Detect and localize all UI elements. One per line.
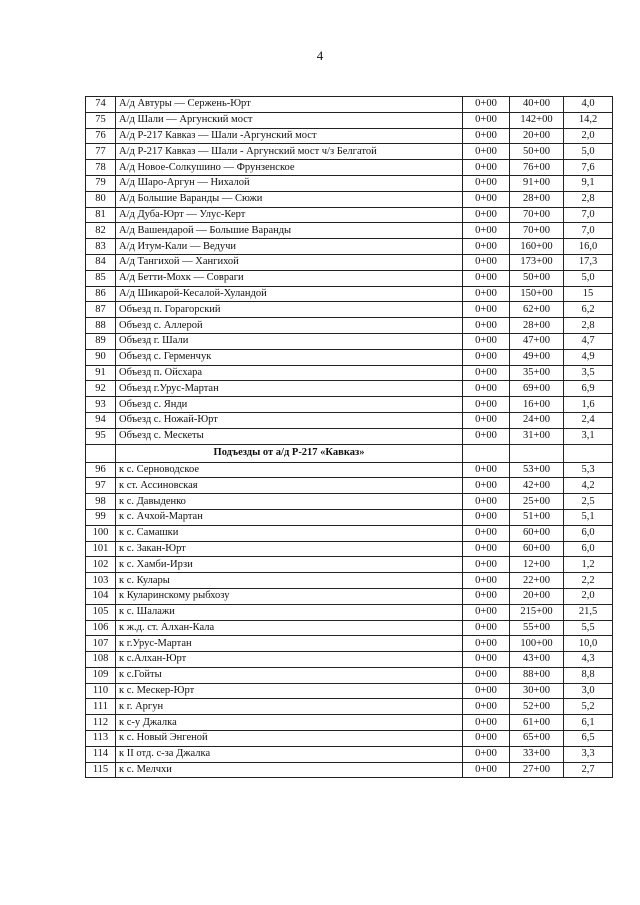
row-number: 105 (86, 604, 116, 620)
length-km: 3,3 (564, 746, 613, 762)
end-km: 65+00 (510, 731, 564, 747)
road-name: к с. Кулары (116, 573, 463, 589)
row-number: 97 (86, 478, 116, 494)
row-number: 91 (86, 365, 116, 381)
length-km: 5,0 (564, 270, 613, 286)
road-name: к с.Алхан-Юрт (116, 652, 463, 668)
table-row (86, 191, 613, 207)
length-km: 3,1 (564, 428, 613, 444)
road-name: А/д Шали — Аргунский мост (116, 112, 463, 128)
row-number: 103 (86, 573, 116, 589)
road-name: Объезд с. Герменчук (116, 349, 463, 365)
row-number: 83 (86, 239, 116, 255)
table-row (86, 636, 613, 652)
start-km: 0+00 (463, 397, 510, 413)
start-km: 0+00 (463, 462, 510, 478)
start-km: 0+00 (463, 588, 510, 604)
length-km: 6,2 (564, 302, 613, 318)
start-km: 0+00 (463, 428, 510, 444)
table-row (86, 525, 613, 541)
road-name: А/д Итум-Кали — Ведучи (116, 239, 463, 255)
table-row (86, 97, 613, 113)
table-row (86, 604, 613, 620)
row-number: 101 (86, 541, 116, 557)
row-number: 104 (86, 588, 116, 604)
row-number: 114 (86, 746, 116, 762)
length-km: 2,5 (564, 494, 613, 510)
row-number: 96 (86, 462, 116, 478)
road-name: к с. Мескер-Юрт (116, 683, 463, 699)
row-number: 93 (86, 397, 116, 413)
length-km: 4,2 (564, 478, 613, 494)
table-row (86, 302, 613, 318)
row-number: 113 (86, 731, 116, 747)
length-km: 10,0 (564, 636, 613, 652)
row-number: 110 (86, 683, 116, 699)
row-number: 94 (86, 412, 116, 428)
road-name: к с-у Джалка (116, 715, 463, 731)
row-number: 79 (86, 175, 116, 191)
end-km: 69+00 (510, 381, 564, 397)
road-name: к с.Гойты (116, 667, 463, 683)
start-km: 0+00 (463, 731, 510, 747)
road-name: А/д Вашендарой — Большие Варанды (116, 223, 463, 239)
end-km: 51+00 (510, 509, 564, 525)
length-km: 16,0 (564, 239, 613, 255)
start-km: 0+00 (463, 128, 510, 144)
end-km: 91+00 (510, 175, 564, 191)
row-number: 115 (86, 762, 116, 778)
end-km: 27+00 (510, 762, 564, 778)
table-row (86, 573, 613, 589)
row-number: 85 (86, 270, 116, 286)
table-row (86, 223, 613, 239)
table-row (86, 494, 613, 510)
start-km: 0+00 (463, 652, 510, 668)
table-row (86, 128, 613, 144)
table-row (86, 207, 613, 223)
end-km: 12+00 (510, 557, 564, 573)
end-km: 70+00 (510, 207, 564, 223)
end-km: 88+00 (510, 667, 564, 683)
road-name: Объезд п. Ойсхара (116, 365, 463, 381)
length-km: 5,1 (564, 509, 613, 525)
table-row (86, 762, 613, 778)
road-name: А/д Шаро-Аргун — Нихалой (116, 175, 463, 191)
length-km: 5,3 (564, 462, 613, 478)
length-km: 2,4 (564, 412, 613, 428)
length-km: 6,0 (564, 541, 613, 557)
start-km: 0+00 (463, 175, 510, 191)
road-name: А/д Большие Варанды — Сюжи (116, 191, 463, 207)
road-name: Объезд г. Шали (116, 333, 463, 349)
length-km: 7,6 (564, 160, 613, 176)
row-number: 82 (86, 223, 116, 239)
road-name: к с. Давыденко (116, 494, 463, 510)
road-name: к с. Мелчхи (116, 762, 463, 778)
road-name: к г.Урус-Мартан (116, 636, 463, 652)
length-km: 5,0 (564, 144, 613, 160)
end-km: 55+00 (510, 620, 564, 636)
length-km: 2,2 (564, 573, 613, 589)
table-row (86, 349, 613, 365)
start-km: 0+00 (463, 557, 510, 573)
end-km: 100+00 (510, 636, 564, 652)
start-km: 0+00 (463, 144, 510, 160)
end-km: 20+00 (510, 588, 564, 604)
row-number: 111 (86, 699, 116, 715)
road-name: к Куларинскому рыбхозу (116, 588, 463, 604)
start-km: 0+00 (463, 746, 510, 762)
start-km: 0+00 (463, 762, 510, 778)
road-name: А/д Р-217 Кавказ — Шали -Аргунский мост (116, 128, 463, 144)
table-row (86, 270, 613, 286)
length-km: 7,0 (564, 207, 613, 223)
start-km: 0+00 (463, 381, 510, 397)
table-row (86, 652, 613, 668)
end-km: 28+00 (510, 318, 564, 334)
start-km: 0+00 (463, 478, 510, 494)
length-km: 3,0 (564, 683, 613, 699)
section-end-cell (510, 444, 564, 462)
row-number: 102 (86, 557, 116, 573)
row-number: 100 (86, 525, 116, 541)
end-km: 33+00 (510, 746, 564, 762)
table-row (86, 397, 613, 413)
length-km: 5,5 (564, 620, 613, 636)
length-km: 21,5 (564, 604, 613, 620)
table-row (86, 588, 613, 604)
road-name: А/д Тангихой — Хангихой (116, 254, 463, 270)
start-km: 0+00 (463, 494, 510, 510)
roads-table-body-main (86, 97, 613, 445)
road-name: к с. Ачхой-Мартан (116, 509, 463, 525)
start-km: 0+00 (463, 333, 510, 349)
row-number: 99 (86, 509, 116, 525)
row-number: 106 (86, 620, 116, 636)
table-row (86, 731, 613, 747)
end-km: 142+00 (510, 112, 564, 128)
table-row (86, 428, 613, 444)
row-number: 76 (86, 128, 116, 144)
road-name: А/д Новое-Солкушино — Фрунзенское (116, 160, 463, 176)
end-km: 25+00 (510, 494, 564, 510)
table-row (86, 509, 613, 525)
table-row (86, 541, 613, 557)
row-number: 86 (86, 286, 116, 302)
start-km: 0+00 (463, 254, 510, 270)
row-number: 112 (86, 715, 116, 731)
row-number: 90 (86, 349, 116, 365)
end-km: 50+00 (510, 270, 564, 286)
section-start-cell (463, 444, 510, 462)
start-km: 0+00 (463, 160, 510, 176)
roads-table-body-approaches (86, 462, 613, 778)
road-name: Объезд с. Аллерой (116, 318, 463, 334)
row-number: 81 (86, 207, 116, 223)
row-number: 77 (86, 144, 116, 160)
start-km: 0+00 (463, 525, 510, 541)
start-km: 0+00 (463, 715, 510, 731)
start-km: 0+00 (463, 302, 510, 318)
table-row (86, 175, 613, 191)
road-name: А/д Дуба-Юрт — Улус-Керт (116, 207, 463, 223)
table-row (86, 557, 613, 573)
road-name: А/д Шикарой-Кесалой-Хуландой (116, 286, 463, 302)
end-km: 61+00 (510, 715, 564, 731)
end-km: 43+00 (510, 652, 564, 668)
row-number: 88 (86, 318, 116, 334)
row-number: 75 (86, 112, 116, 128)
table-row (86, 112, 613, 128)
length-km: 2,7 (564, 762, 613, 778)
row-number: 80 (86, 191, 116, 207)
section-header-row (86, 444, 613, 462)
table-row (86, 318, 613, 334)
length-km: 8,8 (564, 667, 613, 683)
table-row (86, 254, 613, 270)
length-km: 15 (564, 286, 613, 302)
end-km: 50+00 (510, 144, 564, 160)
section-num-cell (86, 444, 116, 462)
table-row (86, 365, 613, 381)
start-km: 0+00 (463, 365, 510, 381)
length-km: 4,3 (564, 652, 613, 668)
start-km: 0+00 (463, 541, 510, 557)
length-km: 4,0 (564, 97, 613, 113)
table-row (86, 381, 613, 397)
row-number: 78 (86, 160, 116, 176)
start-km: 0+00 (463, 349, 510, 365)
road-name: к ст. Ассиновская (116, 478, 463, 494)
row-number: 108 (86, 652, 116, 668)
length-km: 2,8 (564, 318, 613, 334)
start-km: 0+00 (463, 699, 510, 715)
start-km: 0+00 (463, 223, 510, 239)
roads-table (85, 96, 613, 778)
start-km: 0+00 (463, 318, 510, 334)
end-km: 42+00 (510, 478, 564, 494)
end-km: 40+00 (510, 97, 564, 113)
end-km: 70+00 (510, 223, 564, 239)
row-number: 87 (86, 302, 116, 318)
end-km: 24+00 (510, 412, 564, 428)
end-km: 28+00 (510, 191, 564, 207)
road-name: к с. Шалажи (116, 604, 463, 620)
end-km: 16+00 (510, 397, 564, 413)
road-name: к с. Серноводское (116, 462, 463, 478)
end-km: 47+00 (510, 333, 564, 349)
length-km: 2,0 (564, 128, 613, 144)
start-km: 0+00 (463, 509, 510, 525)
road-name: к с. Закан-Юрт (116, 541, 463, 557)
table-row (86, 160, 613, 176)
table-row (86, 683, 613, 699)
section-title: Подъезды от а/д Р-217 «Кавказ» (116, 444, 463, 462)
row-number: 95 (86, 428, 116, 444)
start-km: 0+00 (463, 412, 510, 428)
road-name: к II отд. с-за Джалка (116, 746, 463, 762)
end-km: 62+00 (510, 302, 564, 318)
length-km: 6,9 (564, 381, 613, 397)
end-km: 215+00 (510, 604, 564, 620)
row-number: 84 (86, 254, 116, 270)
length-km: 2,0 (564, 588, 613, 604)
start-km: 0+00 (463, 620, 510, 636)
road-name: А/д Автуры — Сержень-Юрт (116, 97, 463, 113)
road-name: к ж.д. ст. Алхан-Кала (116, 620, 463, 636)
road-name: Объезд п. Горагорский (116, 302, 463, 318)
end-km: 53+00 (510, 462, 564, 478)
end-km: 31+00 (510, 428, 564, 444)
table-row (86, 239, 613, 255)
end-km: 49+00 (510, 349, 564, 365)
end-km: 173+00 (510, 254, 564, 270)
length-km: 3,5 (564, 365, 613, 381)
table-row (86, 478, 613, 494)
table-row (86, 667, 613, 683)
start-km: 0+00 (463, 207, 510, 223)
start-km: 0+00 (463, 239, 510, 255)
section-length-cell (564, 444, 613, 462)
table-row (86, 144, 613, 160)
length-km: 4,9 (564, 349, 613, 365)
end-km: 76+00 (510, 160, 564, 176)
length-km: 17,3 (564, 254, 613, 270)
start-km: 0+00 (463, 683, 510, 699)
road-name: Объезд с. Мескеты (116, 428, 463, 444)
start-km: 0+00 (463, 112, 510, 128)
road-name: к с. Самашки (116, 525, 463, 541)
end-km: 30+00 (510, 683, 564, 699)
road-name: Объезд с. Ножай-Юрт (116, 412, 463, 428)
road-name: Объезд г.Урус-Мартан (116, 381, 463, 397)
row-number: 98 (86, 494, 116, 510)
road-name: Объезд с. Янди (116, 397, 463, 413)
page-number: 4 (316, 48, 324, 63)
table-row (86, 333, 613, 349)
length-km: 9,1 (564, 175, 613, 191)
road-name: к с. Новый Энгеной (116, 731, 463, 747)
length-km: 1,2 (564, 557, 613, 573)
end-km: 20+00 (510, 128, 564, 144)
row-number: 109 (86, 667, 116, 683)
start-km: 0+00 (463, 191, 510, 207)
length-km: 2,8 (564, 191, 613, 207)
road-name: к с. Хамби-Ирзи (116, 557, 463, 573)
start-km: 0+00 (463, 286, 510, 302)
section-header-group (86, 444, 613, 462)
length-km: 6,0 (564, 525, 613, 541)
end-km: 60+00 (510, 525, 564, 541)
start-km: 0+00 (463, 667, 510, 683)
table-row (86, 699, 613, 715)
end-km: 150+00 (510, 286, 564, 302)
table-row (86, 746, 613, 762)
row-number: 107 (86, 636, 116, 652)
length-km: 6,5 (564, 731, 613, 747)
start-km: 0+00 (463, 636, 510, 652)
length-km: 5,2 (564, 699, 613, 715)
end-km: 52+00 (510, 699, 564, 715)
table-row (86, 286, 613, 302)
road-name: А/д Бетти-Мохк — Совраги (116, 270, 463, 286)
length-km: 1,6 (564, 397, 613, 413)
row-number: 92 (86, 381, 116, 397)
table-row (86, 620, 613, 636)
end-km: 35+00 (510, 365, 564, 381)
length-km: 14,2 (564, 112, 613, 128)
start-km: 0+00 (463, 97, 510, 113)
end-km: 22+00 (510, 573, 564, 589)
end-km: 60+00 (510, 541, 564, 557)
table-row (86, 715, 613, 731)
start-km: 0+00 (463, 270, 510, 286)
length-km: 7,0 (564, 223, 613, 239)
table-row (86, 462, 613, 478)
start-km: 0+00 (463, 604, 510, 620)
road-name: А/д Р-217 Кавказ — Шали - Аргунский мост ч/з Белгатой (116, 144, 463, 160)
length-km: 4,7 (564, 333, 613, 349)
end-km: 160+00 (510, 239, 564, 255)
start-km: 0+00 (463, 573, 510, 589)
row-number: 74 (86, 97, 116, 113)
table-row (86, 412, 613, 428)
length-km: 6,1 (564, 715, 613, 731)
row-number: 89 (86, 333, 116, 349)
road-name: к г. Аргун (116, 699, 463, 715)
